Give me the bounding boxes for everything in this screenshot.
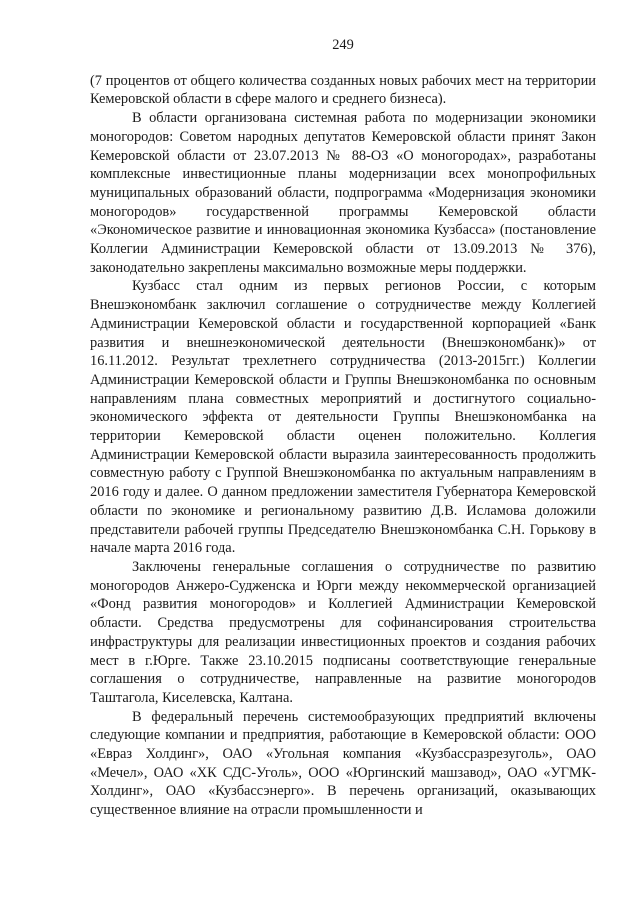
paragraph-system-enterprises: В федеральный перечень системообразующих предприятий включены следующие компании и предприятия, работающие в Кемеровской области: ООО «Евраз Холдинг», ОАО «Угольная компания «Кузбассразрезуголь», ОАО «Мечел», ОАО «ХК СДС-Уголь», ООО «Юргинский машзавод», ОАО «УГМК-Холдинг», ОАО «Кузбассэнерго». В перечень организаций, оказывающих существенное влияние на отрасли промышленности и — [90, 708, 596, 819]
paragraph-monotowns-modernization: В области организована системная работа по модернизации экономики моногородов: Советом народных депутатов Кемеровской области принят Закон Кемеровской области от 23.07.2013 № 88-ОЗ «О моногородах», разработаны комплексные инвестиционные планы модернизации всех монопрофильных муниципальных образований области, подпрограмма «Модернизация экономики моногородов» государственной программы Кемеровской области «Экономическое развитие и инновационная экономика Кузбасса» (постановление Коллегии Администрации Кемеровской области от 13.09.2013 № 376), законодательно закреплены максимально возможные меры поддержки. — [90, 110, 596, 276]
paragraph-general-agreements: Заключены генеральные соглашения о сотрудничестве по развитию моногородов Анжеро-Судженска и Юрги между некоммерческой организацией «Фонд развития моногородов» и Коллегией Администрации Кемеровской области. Средства предусмотрены для софинансирования строительства инфраструктуры для реализации инвестиционных проектов и создания рабочих мест в г.Юрге. Также 23.10.2015 подписаны соответствующие генеральные соглашения о сотрудничестве, направленные на развитие моногородов Таштагола, Киселевска, Калтана. — [90, 558, 596, 706]
page-number: 249 — [332, 37, 354, 53]
paragraph-vnesheconombank: Кузбасс стал одним из первых регионов России, с которым Внешэкономбанк заключил соглашение о сотрудничестве между Коллегией Администрации Кемеровской области и государственной корпорацией «Банк развития и внешнеэкономической деятельности (Внешэкономбанк)» от 16.11.2012. Результат трехлетнего сотрудничества (2013-2015гг.) Коллегии Администрации Кемеровской области и Группы Внешэкономбанка по основным направлениям плана совместных мероприятий и достигнутого социально-экономического эффекта от деятельности Группы Внешэкономбанка на территории Кемеровской области оценен положительно. Коллегия Администрации Кемеровской области выразила заинтересованность продолжить совместную работу с Группой Внешэкономбанка по актуальным направлениям в 2016 году и далее. О данном предложении заместителя Губернатора Кемеровской области по экономике и региональному развитию Д.В. Исламова доложили представители рабочей группы Председателю Внешэкономбанка С.Н. Горькову в начале марта 2016 года. — [90, 278, 596, 557]
paragraph-continuation: (7 процентов от общего количества созданных новых рабочих мест на территории Кемеровской области в сфере малого и среднего бизнеса). — [90, 72, 596, 108]
document-page — [90, 36, 596, 820]
